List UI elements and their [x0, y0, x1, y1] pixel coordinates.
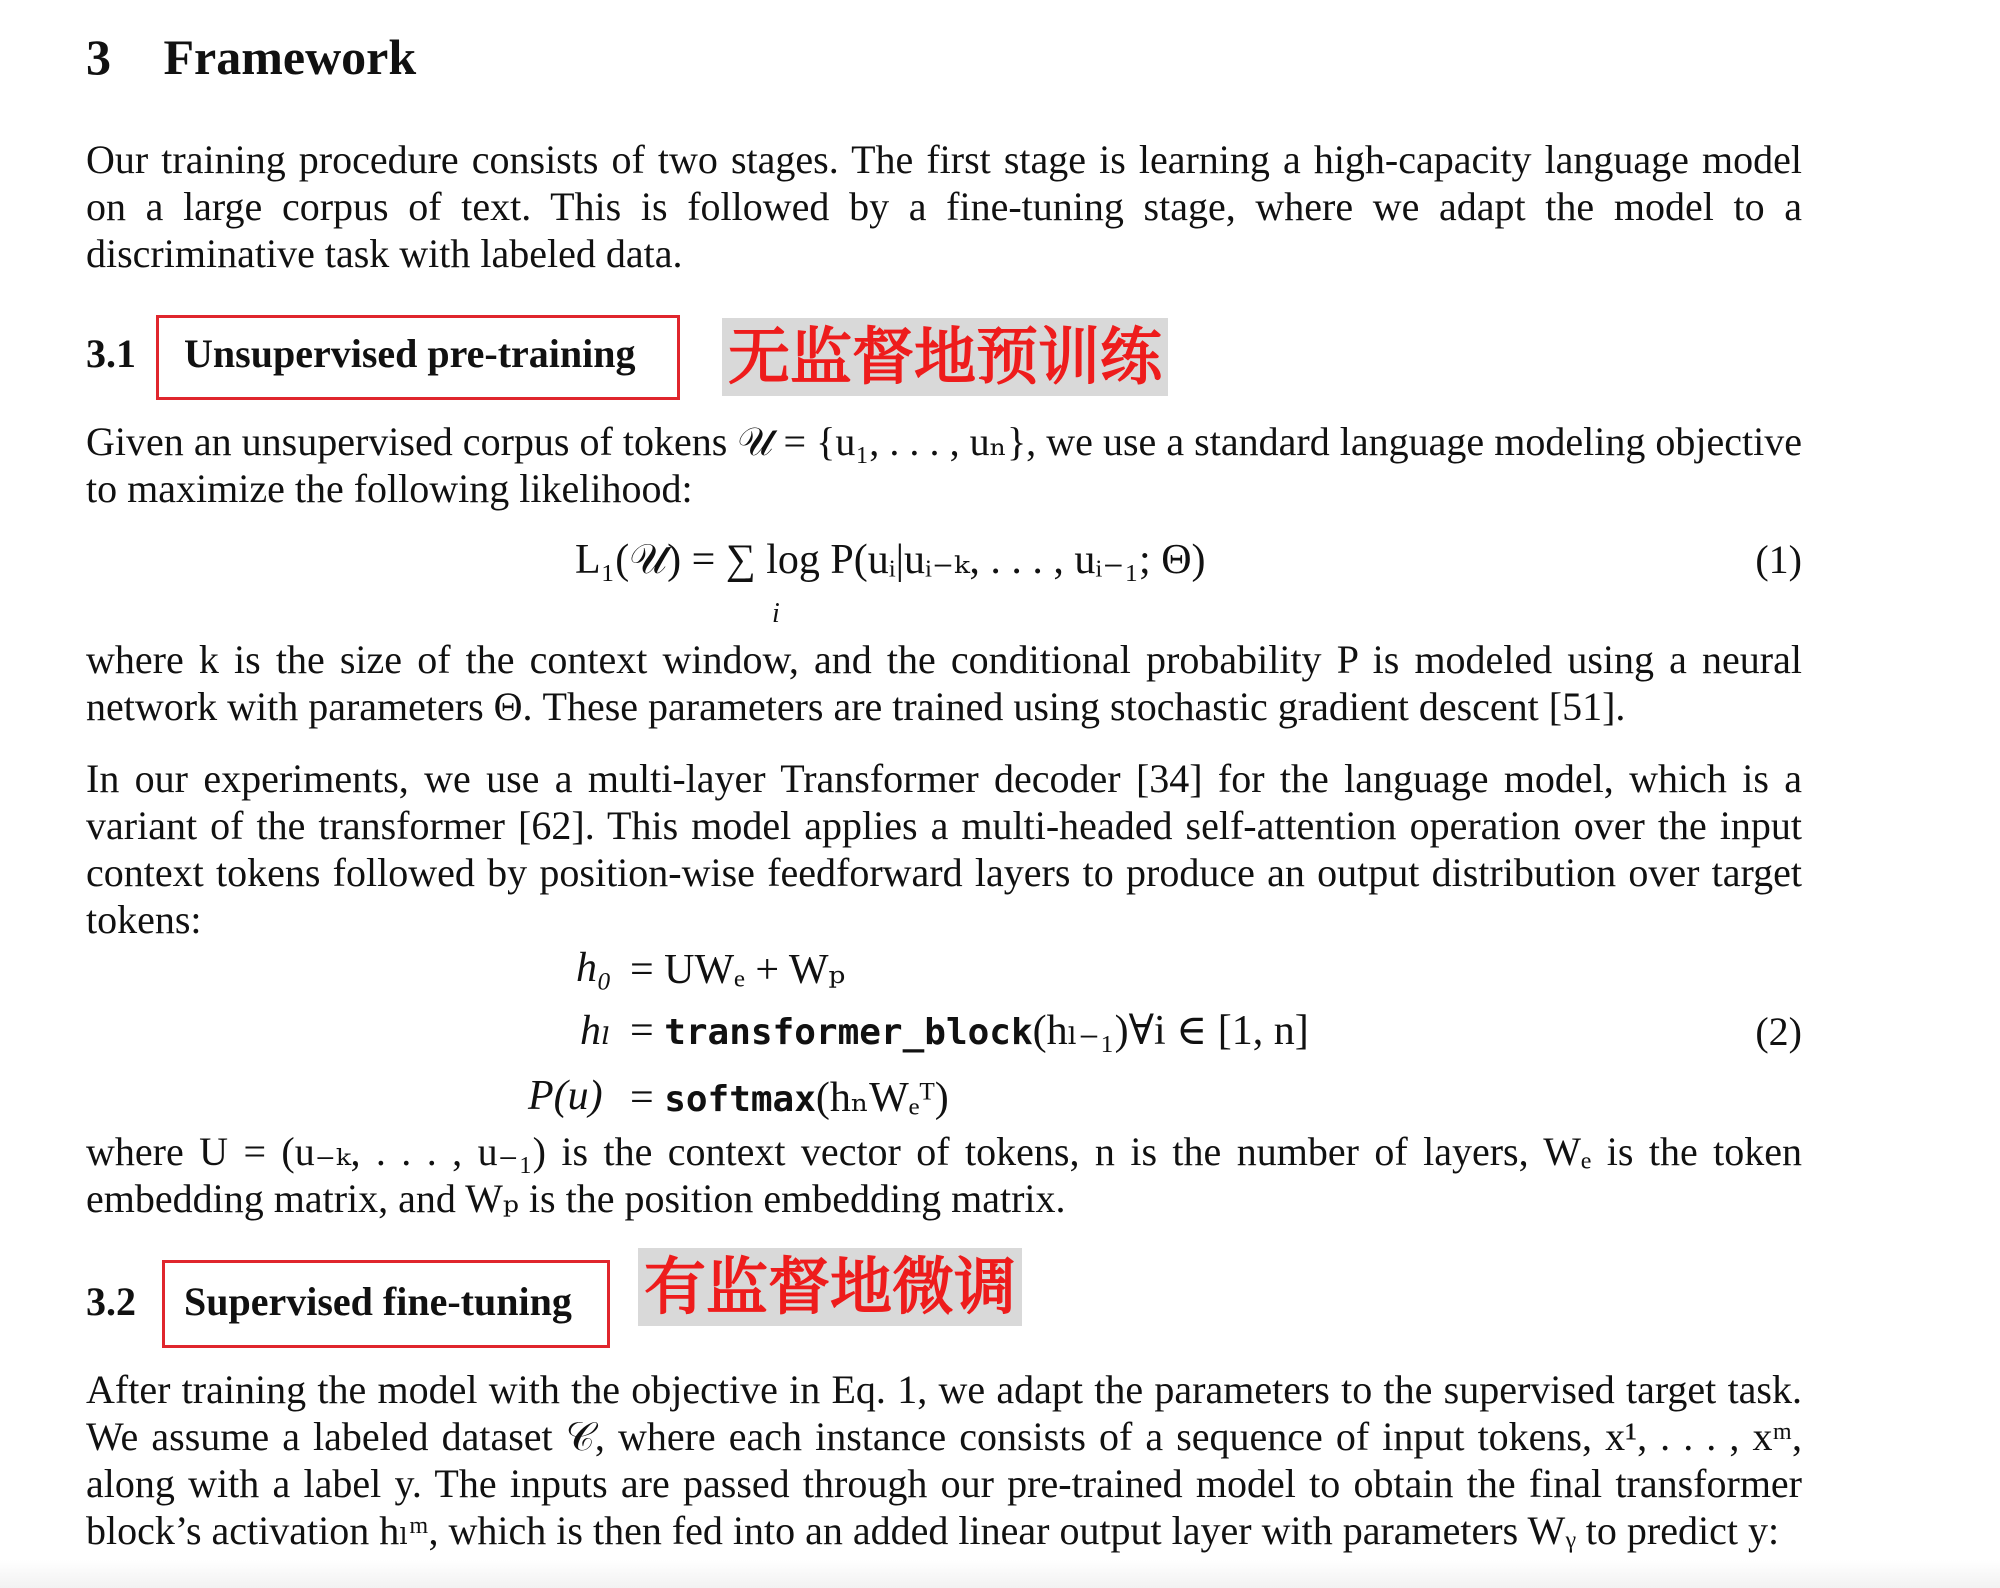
equation-2-line3-rhs: = softmax(hₙWₑᵀ)	[630, 1075, 949, 1121]
section-title: Framework	[163, 29, 417, 85]
subsection-number-2: 3.2	[86, 1279, 136, 1324]
equation-2-line2-lhs: hₗ	[580, 1008, 612, 1054]
pretraining-paragraph-1: Given an unsupervised corpus of tokens 𝒰 = {u₁, . . . , uₙ}, we use a standard language modeling objective to maximize the following likelihood:	[86, 419, 1802, 511]
equation-2-line3-args: (hₙWₑᵀ)	[815, 1075, 949, 1121]
equation-1-number: (1)	[1755, 537, 1802, 582]
section-heading	[86, 28, 416, 86]
transformer-block-fn: transformer_block	[664, 1012, 1033, 1053]
equation-2-line3-lhs: P(u)	[528, 1073, 603, 1119]
finetuning-paragraph-1: After training the model with the objective in Eq. 1, we adapt the parameters to the supervised target task. We assume a labeled dataset 𝒞, where each instance consists of a sequence of input tokens, x¹, . . . , xᵐ, along with a label y. The inputs are passed through our pre-trained model to obtain the final transformer block’s activation hₗᵐ, which is then fed into an added linear output layer with parameters Wᵧ to predict y:	[86, 1367, 1802, 1553]
section-number: 3	[86, 29, 111, 85]
equation-2-line1-rhs: = UWₑ + Wₚ	[630, 947, 846, 993]
pretraining-paragraph-3: In our experiments, we use a multi-layer Transformer decoder [34] for the language model, which is a variant of the transformer [62]. This model applies a multi-headed self-attention operation over the input context tokens followed by position-wise feedforward layers to produce an output distribution over target tokens:	[86, 756, 1802, 942]
page-bottom-edge	[0, 1560, 2000, 1588]
equation-1-subscript: i	[772, 598, 780, 629]
equation-2-line2-rhs: = transformer_block(hₗ₋₁)∀i ∈ [1, n]	[630, 1008, 1309, 1054]
pretraining-paragraph-4: where U = (u₋ₖ, . . . , u₋₁) is the context vector of tokens, n is the number of layers, Wₑ is the token embedding matrix, and Wₚ is the position embedding matrix.	[86, 1129, 1802, 1221]
intro-paragraph: Our training procedure consists of two stages. The first stage is learning a high-capacity language model on a large corpus of text. This is followed by a fine-tuning stage, where we adapt the model to a discriminative task with labeled data.	[86, 137, 1802, 276]
equation-2-line1-lhs: h₀	[576, 945, 612, 991]
subsection-title-2: Supervised fine-tuning	[184, 1279, 572, 1324]
softmax-fn: softmax	[664, 1079, 816, 1120]
equation-2-number: (2)	[1755, 1009, 1802, 1054]
subsection-number: 3.1	[86, 331, 136, 376]
chinese-annotation: 无监督地预训练	[722, 318, 1168, 396]
equation-1: L₁(𝒰) = ∑ log P(uᵢ|uᵢ₋ₖ, . . . , uᵢ₋₁; Θ)	[575, 537, 1206, 583]
chinese-annotation-2: 有监督地微调	[638, 1248, 1022, 1326]
subsection-title: Unsupervised pre-training	[184, 331, 636, 376]
pretraining-paragraph-2: where k is the size of the context window, and the conditional probability P is modeled using a neural network with parameters Θ. These parameters are trained using stochastic gradient descent [51].	[86, 637, 1802, 729]
equation-2-line2-args: (hₗ₋₁)∀i ∈ [1, n]	[1032, 1008, 1309, 1054]
